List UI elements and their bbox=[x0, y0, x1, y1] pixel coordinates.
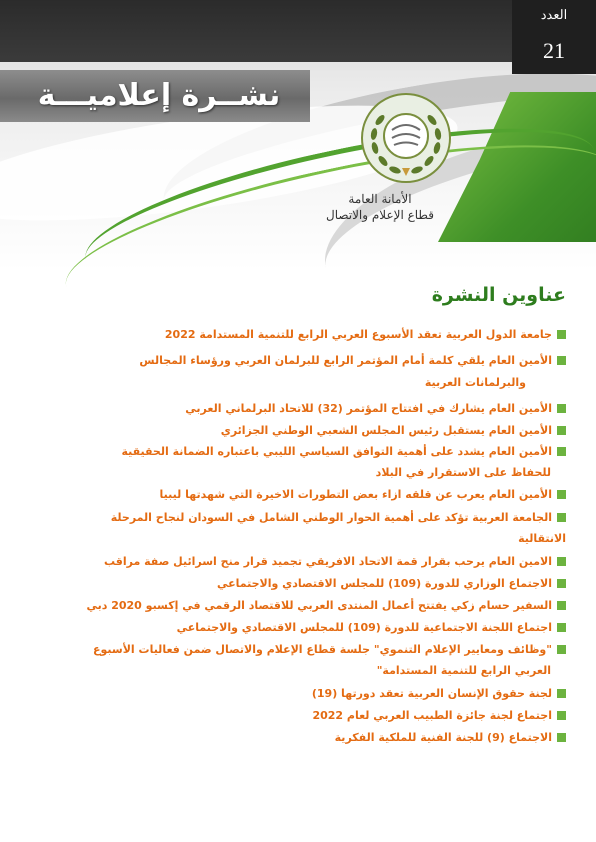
toc-item-text: الامين العام يرحب بقرار قمة الاتحاد الافريقي تجميد قرار منح اسرائيل صفة مراقب bbox=[104, 555, 552, 568]
toc-item-text: السفير حسام زكي يفتتح أعمال المنتدى العربي للاقتصاد الرقمي في إكسبو 2020 دبي bbox=[86, 599, 552, 612]
square-bullet-icon bbox=[557, 426, 566, 435]
toc-item-continuation: والبرلمانات العربية bbox=[424, 376, 526, 389]
bulletin-title: نشــرة إعلاميـــة bbox=[37, 78, 281, 113]
square-bullet-icon bbox=[557, 330, 566, 339]
toc-item-text: جامعة الدول العربية تعقد الأسبوع العربي الرابع للتنمية المستدامة 2022 bbox=[164, 328, 552, 341]
toc-item-continuation: الانتقالية bbox=[518, 532, 566, 545]
toc-item-text: الاجتماع الوزاري للدورة (109) للمجلس الاقتصادي والاجتماعي bbox=[216, 577, 552, 590]
toc-item[interactable] bbox=[26, 641, 566, 659]
square-bullet-icon bbox=[557, 579, 566, 588]
square-bullet-icon bbox=[557, 447, 566, 456]
square-bullet-icon bbox=[557, 623, 566, 632]
toc-item-text: الجامعة العربية تؤكد على أهمية الحوار الوطني الشامل في السودان لنجاح المرحلة bbox=[110, 511, 552, 524]
toc-item-text: "وظائف ومعايير الإعلام التنموي" جلسة قطاع الإعلام والاتصال ضمن فعاليات الأسبوع bbox=[93, 643, 552, 656]
toc-heading: عناوين النشرة bbox=[431, 284, 566, 306]
square-bullet-icon bbox=[557, 645, 566, 654]
toc-item-text: الأمين العام يلقي كلمة أمام المؤتمر الرابع للبرلمان العربي ورؤساء المجالس bbox=[139, 354, 552, 367]
square-bullet-icon bbox=[557, 557, 566, 566]
square-bullet-icon bbox=[557, 356, 566, 365]
toc-item-text: الأمين العام يستقبل رئيس المجلس الشعبي الوطني الجزائري bbox=[220, 424, 552, 437]
toc-item[interactable] bbox=[26, 553, 566, 571]
issue-number: 21 bbox=[543, 38, 565, 63]
toc-item[interactable] bbox=[26, 352, 566, 370]
toc-item-text: الأمين العام يشدد على أهمية التوافق السياسي الليبي باعتباره الضمانة الحقيقية bbox=[121, 445, 552, 458]
toc-item-text: الأمين العام يعرب عن قلقه ازاء بعض التطورات الاخيرة التي شهدتها ليبيا bbox=[159, 488, 552, 501]
square-bullet-icon bbox=[557, 513, 566, 522]
square-bullet-icon bbox=[557, 733, 566, 742]
toc-item[interactable] bbox=[26, 486, 566, 504]
toc-item[interactable] bbox=[26, 685, 566, 703]
toc-item[interactable] bbox=[26, 619, 566, 637]
toc-item[interactable] bbox=[26, 509, 566, 527]
toc-item[interactable] bbox=[26, 400, 566, 418]
toc-item-continuation: العربي الرابع للتنمية المستدامة" bbox=[376, 664, 551, 677]
toc-item[interactable] bbox=[26, 422, 566, 440]
toc-item[interactable] bbox=[26, 575, 566, 593]
org-name: الأمانة العامة bbox=[348, 192, 412, 206]
toc-item[interactable] bbox=[26, 326, 566, 344]
toc-item[interactable] bbox=[26, 597, 566, 615]
toc-item[interactable] bbox=[26, 707, 566, 725]
toc-item[interactable] bbox=[26, 729, 566, 747]
square-bullet-icon bbox=[557, 601, 566, 610]
square-bullet-icon bbox=[557, 711, 566, 720]
org-sector: قطاع الإعلام والاتصال bbox=[325, 208, 435, 222]
square-bullet-icon bbox=[557, 490, 566, 499]
square-bullet-icon bbox=[557, 404, 566, 413]
toc-item-text: الأمين العام يشارك في افتتاح المؤتمر (32) للاتحاد البرلماني العربي bbox=[185, 402, 552, 415]
toc-item-continuation: للحفاظ على الاستقرار في البلاد bbox=[375, 466, 551, 479]
toc-item[interactable] bbox=[26, 443, 566, 461]
toc-item-text: اجتماع اللجنة الاجتماعية للدورة (109) للمجلس الاقتصادي والاجتماعي bbox=[176, 621, 552, 634]
issue-label: العدد bbox=[540, 8, 568, 23]
toc-item-text: الاجتماع (9) للجنة الفنية للملكية الفكرية bbox=[334, 731, 552, 744]
toc-item-text: لجنة حقوق الإنسان العربية تعقد دورتها (19) bbox=[311, 687, 552, 700]
toc-item-text: اجتماع لجنة جائزة الطبيب العربي لعام 2022 bbox=[312, 709, 552, 722]
square-bullet-icon bbox=[557, 689, 566, 698]
